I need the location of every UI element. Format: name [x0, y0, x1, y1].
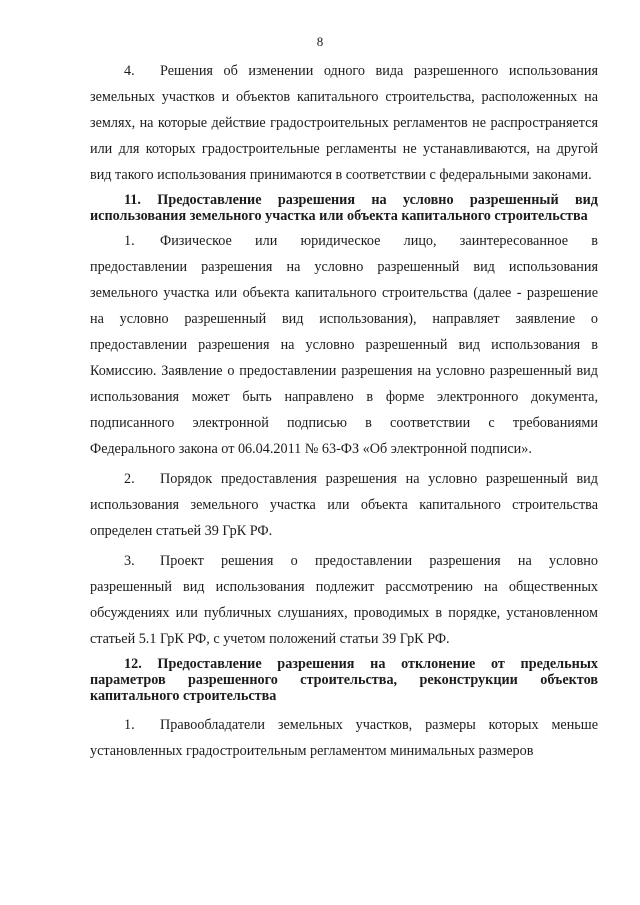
section-heading-11: 11. Предоставление разрешения на условно разрешенный вид использования земельного участка или объекта капитального строительства — [90, 192, 598, 224]
paragraph-11-3 — [90, 548, 598, 652]
paragraph-11-1 — [90, 228, 598, 462]
paragraph-text: Физическое или юридическое лицо, заинтересованное в предоставлении разрешения на условно разрешенный вид использования земельного участка или объекта капитального строительства (далее - разрешение на условно разрешенный вид использования), направляет заявление о предоставлении разрешения на условно разрешенный вид использования в Комиссию. Заявление о предоставлении разрешения на условно разрешенный вид использования может быть направлено в форме электронного документа, подписанного электронной подписью в соответствии с требованиями Федерального закона от 06.04.2011 № 63-ФЗ «Об электронной подписи». — [90, 233, 598, 457]
paragraph-number: 4. — [124, 63, 135, 79]
paragraph-11-2 — [90, 466, 598, 544]
section-heading-12: 12. Предоставление разрешения на отклонение от предельных параметров разрешенного строительства, реконструкции объектов капитального строительства — [90, 656, 598, 704]
paragraph-text: Проект решения о предоставлении разрешения на условно разрешенный вид использования подлежит рассмотрению на общественных обсуждениях или публичных слушаниях, проводимых в порядке, установленном статьей 5.1 ГрК РФ, с учетом положений статьи 39 ГрК РФ. — [90, 553, 598, 647]
paragraph-number: 2. — [124, 471, 135, 487]
paragraph-number: 3. — [124, 553, 135, 569]
paragraph-12-1 — [90, 712, 598, 764]
page-number: 8 — [316, 34, 324, 49]
document-body — [90, 58, 598, 764]
paragraph-text: Правообладатели земельных участков, размеры которых меньше установленных градостроительным регламентом минимальных размеров — [90, 717, 598, 759]
paragraph-4 — [90, 58, 598, 188]
paragraph-number: 1. — [124, 717, 135, 733]
paragraph-text: Решения об изменении одного вида разрешенного использования земельных участков и объектов капитального строительства, расположенных на землях, на которые действие градостроительных регламентов не распространяется или для которых градостроительные регламенты не устанавливаются, на другой вид такого использования принимаются в соответствии с федеральными законами. — [90, 63, 598, 183]
paragraph-number: 1. — [124, 233, 135, 249]
paragraph-text: Порядок предоставления разрешения на условно разрешенный вид использования земельного участка или объекта капитального строительства определен статьей 39 ГрК РФ. — [90, 471, 598, 539]
